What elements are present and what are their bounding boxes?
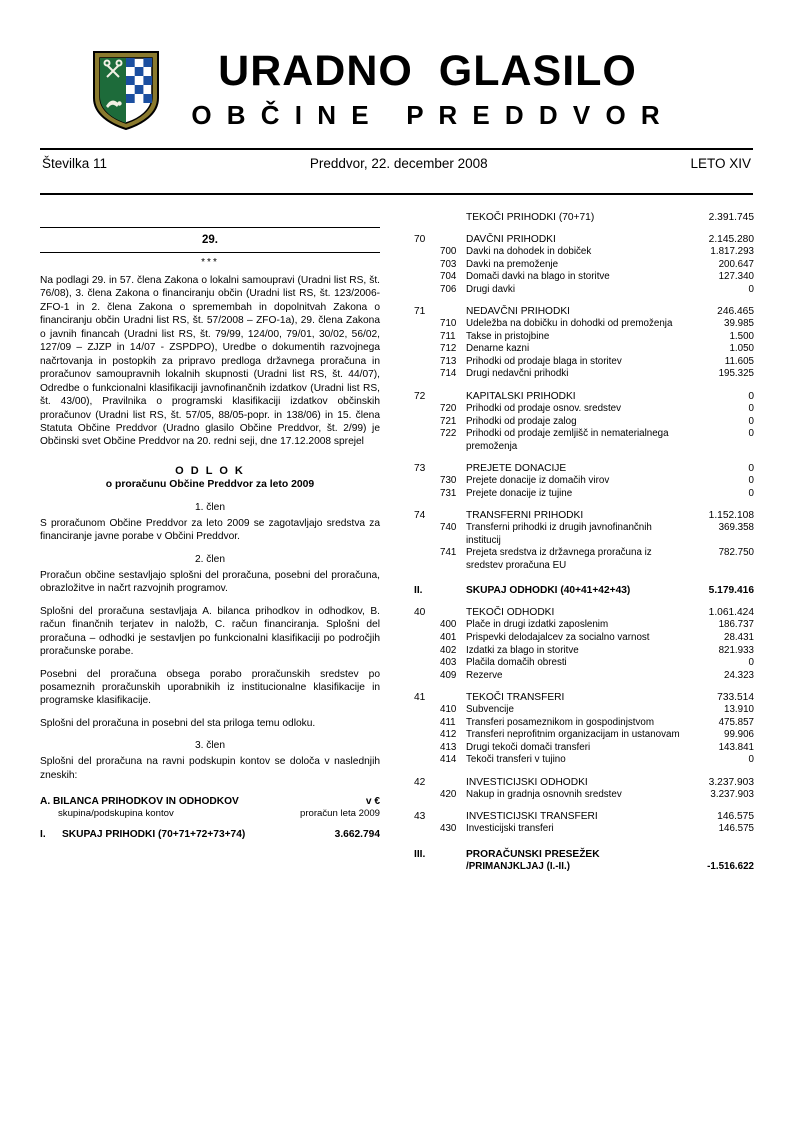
row-group-code xyxy=(414,259,440,272)
row-subgroup-code: 413 xyxy=(440,741,457,753)
table-row xyxy=(414,754,754,767)
issue-year: LETO XIV xyxy=(690,156,751,171)
budget-table xyxy=(414,211,754,874)
table-row xyxy=(414,670,754,683)
row-subgroup-code: 740 xyxy=(440,522,457,534)
row-group-code xyxy=(414,331,440,344)
table-row xyxy=(414,801,754,823)
row-group-code xyxy=(414,729,440,742)
table-row xyxy=(414,742,754,755)
row-label: KAPITALSKI PRIHODKI xyxy=(466,390,576,402)
row-label: Investicijski transferi xyxy=(466,823,554,835)
row-label: Plače in drugi izdatki zaposlenim xyxy=(466,619,609,631)
table-row xyxy=(414,428,754,453)
table-row xyxy=(414,284,754,297)
table-row xyxy=(414,453,754,475)
article-2-text-d: Splošni del proračuna in posebni del sta priloga temu odloku. xyxy=(40,717,316,729)
table-row xyxy=(414,488,754,501)
row-subgroup-code: 713 xyxy=(440,355,457,367)
row-subgroup-code: 411 xyxy=(440,716,456,728)
row-group-code xyxy=(414,547,440,572)
row-group-code xyxy=(414,789,440,802)
row-label: Takse in pristojbine xyxy=(466,330,550,342)
row-group-code xyxy=(414,754,440,767)
row-value: 5.179.416 xyxy=(708,585,754,597)
balance-table-column-headers xyxy=(40,808,380,819)
table-row xyxy=(414,823,754,836)
row-label: TEKOČI ODHODKI xyxy=(466,607,555,619)
row-subgroup-code xyxy=(440,381,466,403)
row-value: 1.817.293 xyxy=(710,246,754,258)
table-row xyxy=(414,343,754,356)
left-column-top-rule xyxy=(40,227,380,228)
row-label: Prejete donacije iz domačih virov xyxy=(466,475,610,487)
row-label: NEDAVČNI PRIHODKI xyxy=(466,306,570,318)
row-subgroup-code: 720 xyxy=(440,402,457,414)
row-label: Prihodki od prodaje zalog xyxy=(466,415,577,427)
row-value: 143.841 xyxy=(718,741,754,753)
row-subgroup-code: 731 xyxy=(440,487,457,499)
row-group-code: III. xyxy=(414,848,426,860)
row-label: Prihodki od prodaje osnov. sredstev xyxy=(466,402,622,414)
article-3-heading: 3. člen xyxy=(194,740,225,752)
row-subgroup-code: 706 xyxy=(440,283,457,295)
row-subgroup-code: 403 xyxy=(440,657,457,669)
row-subgroup-code xyxy=(440,597,466,619)
row-label: SKUPAJ ODHODKI (40+41+42+43) xyxy=(466,585,631,597)
row-value: 13.910 xyxy=(724,704,754,716)
issue-place-date: Preddvor, 22. december 2008 xyxy=(309,156,488,171)
row-subgroup-code xyxy=(440,500,466,522)
row-label: Tekoči transferi v tujino xyxy=(466,754,566,766)
row-value: -1.516.622 xyxy=(707,861,754,873)
row-group-code: 72 xyxy=(414,390,426,402)
row-group-code: 73 xyxy=(414,463,426,475)
row-group-code xyxy=(414,645,440,658)
row-label: Domači davki na blago in storitve xyxy=(466,271,610,283)
row-group-code xyxy=(414,368,440,381)
column-header-accounts: skupina/podskupina kontov xyxy=(58,808,174,820)
row-group-code xyxy=(414,717,440,730)
decree-subtitle: o proračunu Občine Preddvor za leto 2009 xyxy=(105,478,315,490)
row-label: Transferi posameznikom in gospodinjstvom xyxy=(466,716,655,728)
row-group-code xyxy=(414,211,440,224)
row-subgroup-code: 430 xyxy=(440,823,457,835)
row-value: 99.906 xyxy=(724,729,754,741)
table-row xyxy=(414,682,754,704)
issue-divider xyxy=(40,193,753,195)
row-value: 146.575 xyxy=(717,811,754,823)
row-label: Rezerve xyxy=(466,669,503,681)
row-label: Davki na premoženje xyxy=(466,258,559,270)
table-row xyxy=(414,836,754,861)
row-group-code xyxy=(414,742,440,755)
row-label: Subvencije xyxy=(466,704,514,716)
row-value: 0 xyxy=(748,463,754,475)
row-label: INVESTICIJSKI ODHODKI xyxy=(466,776,588,788)
row-subgroup-code: 700 xyxy=(440,246,457,258)
row-subgroup-code: 402 xyxy=(440,644,457,656)
row-value: 246.465 xyxy=(717,306,754,318)
table-row xyxy=(414,271,754,284)
row-group-code: 74 xyxy=(414,510,426,522)
row-group-code: 43 xyxy=(414,811,426,823)
row-subgroup-code: 714 xyxy=(440,368,457,380)
coat-of-arms-icon xyxy=(90,48,162,132)
row-label: Prejeta sredstva iz državnega proračuna iz sredstev proračuna EU xyxy=(466,547,652,571)
table-row xyxy=(414,522,754,547)
row-label: PRORAČUNSKI PRESEŽEK xyxy=(466,848,600,860)
row-label: Plačila domačih obresti xyxy=(466,657,567,669)
row-label: Drugi tekoči domači transferi xyxy=(466,741,591,753)
row-value: 0 xyxy=(748,428,754,440)
balance-table-unit: v € xyxy=(365,796,380,808)
article-1-heading: 1. člen xyxy=(194,501,225,513)
row-value: 186.737 xyxy=(718,619,754,631)
row-value: 369.358 xyxy=(718,522,754,534)
row-group-code xyxy=(414,657,440,670)
row-value: 24.323 xyxy=(724,669,754,681)
row-group-code xyxy=(414,861,440,874)
total-revenue-label: SKUPAJ PRIHODKI (70+71+72+73+74) xyxy=(62,829,246,841)
left-column xyxy=(40,211,380,874)
row-label: Prihodki od prodaje zemljišč in nematerialnega premoženja xyxy=(466,428,669,452)
row-label: Transferni prihodki iz drugih javnofinančnih institucij xyxy=(466,522,652,546)
row-label: Denarne kazni xyxy=(466,343,530,355)
row-subgroup-code xyxy=(440,836,466,861)
row-value: 0 xyxy=(748,487,754,499)
row-subgroup-code: 712 xyxy=(440,343,457,355)
row-value: 11.605 xyxy=(724,355,754,367)
table-row xyxy=(414,729,754,742)
row-subgroup-code: 721 xyxy=(440,415,457,427)
row-label: PREJETE DONACIJE xyxy=(466,463,567,475)
row-subgroup-code: 400 xyxy=(440,619,457,631)
row-group-code: II. xyxy=(414,585,423,597)
row-group-code xyxy=(414,522,440,547)
row-subgroup-code: 741 xyxy=(440,547,457,559)
table-row xyxy=(414,789,754,802)
row-label: Udeležba na dobičku in dohodki od premoženja xyxy=(466,318,673,330)
row-label: TRANSFERNI PRIHODKI xyxy=(466,510,584,522)
row-subgroup-code xyxy=(440,453,466,475)
table-row xyxy=(414,861,754,874)
table-row xyxy=(414,572,754,597)
row-label: DAVČNI PRIHODKI xyxy=(466,234,556,246)
table-row xyxy=(414,597,754,619)
content-columns xyxy=(40,211,753,874)
row-value: 0 xyxy=(748,657,754,669)
row-group-code xyxy=(414,403,440,416)
total-revenue-roman: I. xyxy=(40,829,46,841)
row-group-code: 71 xyxy=(414,306,426,318)
row-value: 1.050 xyxy=(729,343,754,355)
row-subgroup-code: 722 xyxy=(440,428,457,440)
row-subgroup-code: 409 xyxy=(440,669,457,681)
row-value: 475.857 xyxy=(718,716,754,728)
table-row xyxy=(414,704,754,717)
masthead xyxy=(0,0,793,132)
row-label: TEKOČI PRIHODKI (70+71) xyxy=(466,212,595,223)
row-value: 733.514 xyxy=(717,692,754,704)
row-value: 2.391.745 xyxy=(708,212,754,223)
row-subgroup-code xyxy=(440,224,466,246)
table-row xyxy=(414,318,754,331)
row-value: 0 xyxy=(748,415,754,427)
row-value: 821.933 xyxy=(718,644,754,656)
table-row xyxy=(414,416,754,429)
row-label: Prejete donacije iz tujine xyxy=(466,487,573,499)
table-row xyxy=(414,381,754,403)
row-subgroup-code: 401 xyxy=(440,632,457,643)
row-label: Drugi nedavčni prihodki xyxy=(466,368,569,380)
row-group-code xyxy=(414,475,440,488)
row-value: 28.431 xyxy=(724,632,754,643)
row-value: 1.152.108 xyxy=(708,510,754,522)
row-subgroup-code xyxy=(440,211,466,224)
article-2-text-b: Splošni del proračuna sestavljaja A. bilanca prihodkov in odhodkov, B. račun finančnih terjatev in naložb, C. račun financiranja. Splošni del proračuna – odhodki je sestavljen po funkcionalni klasifikaciji po področjih proračunske porabe. xyxy=(40,605,380,658)
row-value: 0 xyxy=(748,475,754,487)
article-1-text: S proračunom Občine Preddvor za leto 2009 se zagotavljajo sredstva za financiranje javne porabe v Občini Preddvor. xyxy=(40,517,380,543)
row-value: 3.237.903 xyxy=(710,788,754,800)
preamble-paragraph: Na podlagi 29. in 57. člena Zakona o lokalni samoupravi (Uradni list RS, št. 76/08), 3. člena Zakona o financiranju občin (Uradni list RS, št. 123/2006-ZFO-1 in 2. člena Zakona o spremembah in dopolnitvah Zakona o financiranju občin Uradni list RS, št. 57/2008 – ZFO-1a), 29. člena Zakona o javnih financah (Uradni list RS, št. 79/99, 124/00, 79/01, 30/02, 56/02, 127/09 – ZJZP in 14/07 - ZSPDPO), Uredbe o dokumentih razvojnega načrtovanja in postopkih za pripravo predloga državnega proračuna in proračunov samoupravnih lokalnih skupnosti (Uradni list RS, št. 44/07), Odredbe o funkcionalni klasifikaciji javnofinančnih izdatkov (Uradni list RS, št. 43/00), Pravilnika o programski klasifikaciji izdatkov občinskih proračunov (Uradni list RS, št. 57/05, 88/05-popr. in 138/06) in 15. člena Statuta Občine Preddvor (Uradno glasilo Občine Preddvor, št. 2/99) je Občinski svet Občine Preddvor na 20. redni seji, dne 17.12.2008 sprejel xyxy=(40,275,380,448)
table-row xyxy=(414,645,754,658)
table-row xyxy=(414,296,754,318)
balance-table-title: A. BILANCA PRIHODKOV IN ODHODKOV xyxy=(40,796,239,808)
row-subgroup-code xyxy=(440,767,466,789)
row-value: 1.061.424 xyxy=(708,607,754,619)
table-row xyxy=(414,356,754,369)
row-group-code xyxy=(414,619,440,632)
publication-title: URADNO GLASILO xyxy=(218,46,637,95)
row-label: Prihodki od prodaje blaga in storitev xyxy=(466,355,622,367)
article-3-text: Splošni del proračuna na ravni podskupin kontov se določa v naslednjih zneskih: xyxy=(40,756,380,781)
row-group-code: 40 xyxy=(414,607,426,619)
row-subgroup-code: 412 xyxy=(440,729,457,741)
row-value: 200.647 xyxy=(718,258,754,270)
table-row xyxy=(414,246,754,259)
row-label: Prispevki delodajalcev za socialno varnost xyxy=(466,632,650,643)
row-subgroup-code xyxy=(440,296,466,318)
table-row xyxy=(414,403,754,416)
row-label: Davki na dohodek in dobiček xyxy=(466,246,592,258)
table-row xyxy=(414,224,754,246)
row-label: Nakup in gradnja osnovnih sredstev xyxy=(466,788,622,800)
row-value: 782.750 xyxy=(718,547,754,559)
table-row xyxy=(414,717,754,730)
asterisk-separator: *** xyxy=(201,257,219,268)
total-revenue-row xyxy=(40,829,380,840)
row-subgroup-code xyxy=(440,801,466,823)
publication-subtitle: O B Č I N E P R E D D V O R xyxy=(191,100,664,131)
table-row xyxy=(414,475,754,488)
table-row xyxy=(414,657,754,670)
row-subgroup-code: 410 xyxy=(440,704,457,716)
row-subgroup-code xyxy=(440,572,466,597)
masthead-divider xyxy=(40,148,753,150)
row-group-code xyxy=(414,704,440,717)
table-row xyxy=(414,211,754,224)
row-group-code xyxy=(414,246,440,259)
table-row xyxy=(414,259,754,272)
row-group-code xyxy=(414,343,440,356)
row-value: 127.340 xyxy=(718,271,754,283)
decree-title: O D L O K xyxy=(175,464,245,477)
table-row xyxy=(414,619,754,632)
row-label: INVESTICIJSKI TRANSFERI xyxy=(466,811,598,823)
row-value: 195.325 xyxy=(718,368,754,380)
row-group-code xyxy=(414,823,440,836)
table-row xyxy=(414,368,754,381)
row-label: /PRIMANJKLJAJ (I.-II.) xyxy=(466,861,570,873)
row-group-code: 42 xyxy=(414,776,426,788)
table-row xyxy=(414,500,754,522)
row-subgroup-code: 704 xyxy=(440,271,457,283)
row-subgroup-code: 414 xyxy=(440,754,457,766)
row-group-code xyxy=(414,318,440,331)
row-group-code xyxy=(414,284,440,297)
table-row xyxy=(414,547,754,572)
balance-table-title-row xyxy=(40,796,380,807)
article-2-text-c: Posebni del proračuna obsega porabo proračunskih sredstev po posameznih proračunskih uporabnikih iz institucionalne klasifikacije in programske klasifikacije. xyxy=(40,668,380,707)
row-label: Transferi neprofitnim organizacijam in ustanovam xyxy=(466,729,680,741)
row-subgroup-code: 420 xyxy=(440,788,457,800)
row-value: 146.575 xyxy=(718,823,754,835)
row-subgroup-code xyxy=(440,682,466,704)
row-value xyxy=(688,836,754,861)
row-subgroup-code: 730 xyxy=(440,475,457,487)
row-group-code: 41 xyxy=(414,692,426,704)
row-group-code xyxy=(414,356,440,369)
row-value: 1.500 xyxy=(729,330,754,342)
article-2-text: Proračun občine sestavljajo splošni del proračuna, posebni del proračuna, obrazložitve in načrt razvojnih programov. xyxy=(40,569,380,595)
row-value: 0 xyxy=(748,390,754,402)
table-row xyxy=(414,632,754,645)
article-2-heading: 2. člen xyxy=(194,553,225,565)
row-value: 39.985 xyxy=(724,318,754,330)
row-value: 0 xyxy=(748,754,754,766)
document-number: 29. xyxy=(202,234,218,246)
masthead-titles xyxy=(162,46,733,131)
row-group-code xyxy=(414,632,440,645)
row-label: Izdatki za blago in storitve xyxy=(466,644,579,656)
row-value: 0 xyxy=(748,402,754,414)
row-group-code xyxy=(414,488,440,501)
row-value: 2.145.280 xyxy=(708,234,754,246)
right-column xyxy=(414,211,754,874)
total-revenue-value: 3.662.794 xyxy=(334,829,380,841)
table-row xyxy=(414,767,754,789)
row-group-code xyxy=(414,428,440,453)
row-label: Drugi davki xyxy=(466,283,516,295)
row-group-code xyxy=(414,271,440,284)
column-header-budget-year: proračun leta 2009 xyxy=(299,808,380,820)
row-subgroup-code: 710 xyxy=(440,318,457,330)
row-group-code xyxy=(414,416,440,429)
row-subgroup-code xyxy=(440,861,466,874)
issue-line xyxy=(40,156,753,177)
row-group-code: 70 xyxy=(414,234,426,246)
row-label: TEKOČI TRANSFERI xyxy=(466,692,565,704)
row-subgroup-code: 711 xyxy=(440,330,456,342)
row-group-code xyxy=(414,670,440,683)
table-row xyxy=(414,331,754,344)
issue-number: Številka 11 xyxy=(42,156,108,171)
row-subgroup-code: 703 xyxy=(440,258,457,270)
row-value: 3.237.903 xyxy=(708,776,754,788)
document-number-rule xyxy=(40,252,380,253)
row-value: 0 xyxy=(748,283,754,295)
